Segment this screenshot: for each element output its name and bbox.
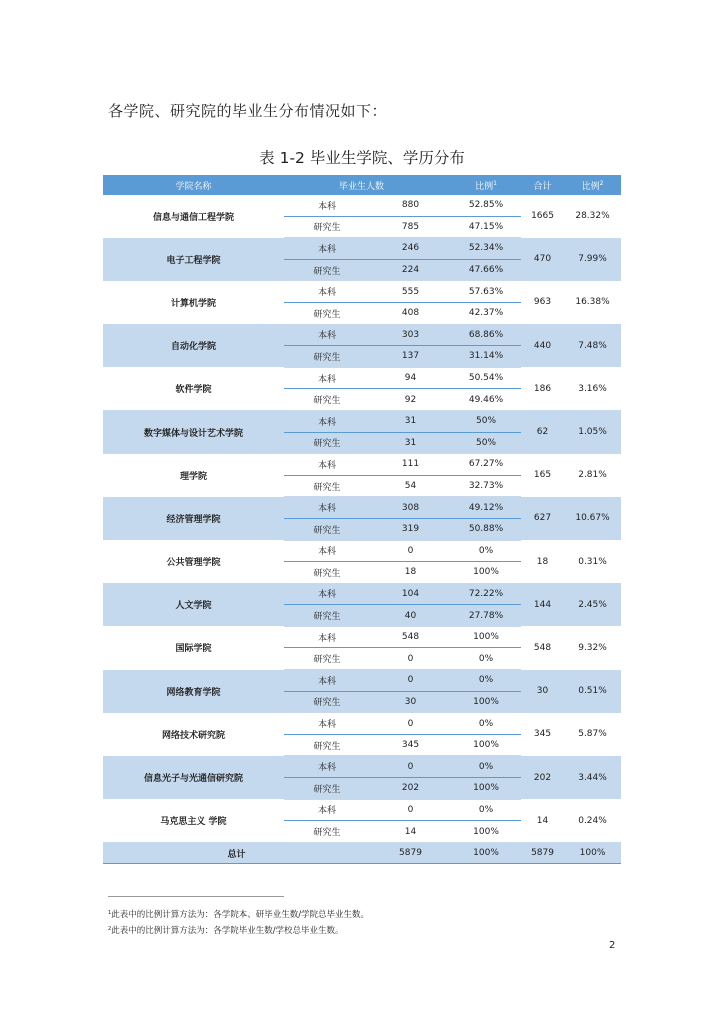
graduate-count: 54 <box>370 475 451 497</box>
footnote-2-mark: 2 <box>108 926 112 932</box>
degree-level: 研究生 <box>284 259 370 281</box>
header-graduate-count: 毕业生人数 <box>284 175 451 195</box>
graduate-count: 92 <box>370 389 451 411</box>
graduate-count: 785 <box>370 216 451 238</box>
graduate-count: 0 <box>370 648 451 670</box>
degree-level: 本科 <box>284 238 370 260</box>
graduate-count: 111 <box>370 454 451 476</box>
total-ratio: 100% <box>564 842 621 864</box>
table-row <box>103 540 621 562</box>
degree-level: 研究生 <box>284 562 370 584</box>
college-name: 信息光子与光通信研究院 <box>103 756 284 799</box>
college-name: 经济管理学院 <box>103 497 284 540</box>
footnote-divider <box>108 896 284 897</box>
graduate-count: 137 <box>370 346 451 368</box>
total-row <box>103 842 621 864</box>
graduate-count: 0 <box>370 540 451 562</box>
degree-level: 研究生 <box>284 734 370 756</box>
level-ratio: 49.12% <box>451 497 521 519</box>
college-ratio: 16.38% <box>575 297 610 308</box>
degree-level: 研究生 <box>284 216 370 238</box>
college-name: 马克思主义 学院 <box>160 817 227 828</box>
table-row <box>103 238 621 260</box>
level-ratio: 49.46% <box>451 389 521 411</box>
college-name: 网络技术研究院 <box>161 730 225 741</box>
college-name: 软件学院 <box>175 385 212 396</box>
graduate-count: 31 <box>370 432 451 454</box>
college-ratio: 0.31% <box>578 556 607 567</box>
header-ratio-1 <box>451 175 521 195</box>
degree-level: 研究生 <box>284 691 370 713</box>
level-ratio: 68.86% <box>451 324 521 346</box>
college-ratio: 0.24% <box>578 815 607 826</box>
degree-level: 研究生 <box>284 346 370 368</box>
header-ratio-2 <box>564 175 621 195</box>
degree-level: 本科 <box>284 540 370 562</box>
level-ratio: 52.85% <box>451 195 521 216</box>
college-total: 62 <box>521 410 564 453</box>
graduate-count: 224 <box>370 259 451 281</box>
college-total: 14 <box>536 815 549 826</box>
level-ratio: 31.14% <box>451 346 521 368</box>
level-ratio: 100% <box>451 626 521 648</box>
college-ratio: 2.45% <box>564 583 621 626</box>
college-ratio: 3.16% <box>578 383 607 394</box>
college-total: 186 <box>533 383 552 394</box>
college-total: 440 <box>521 324 564 367</box>
level-ratio: 100% <box>451 778 521 800</box>
level-ratio: 57.63% <box>451 281 521 303</box>
degree-level: 本科 <box>284 497 370 519</box>
graduate-count: 30 <box>370 691 451 713</box>
graduate-count: 880 <box>370 195 451 216</box>
college-ratio: 10.67% <box>564 497 621 540</box>
level-ratio: 50.88% <box>451 518 521 540</box>
graduate-count: 408 <box>370 302 451 324</box>
table-row <box>103 626 621 648</box>
college-ratio: 2.81% <box>578 470 607 481</box>
degree-level: 本科 <box>284 756 370 778</box>
degree-level: 研究生 <box>284 778 370 800</box>
level-ratio: 100% <box>451 691 521 713</box>
college-name: 人文学院 <box>103 583 284 626</box>
graduate-count: 202 <box>370 778 451 800</box>
table-row <box>103 756 621 778</box>
graduate-count: 555 <box>370 281 451 303</box>
graduate-count: 308 <box>370 497 451 519</box>
graduate-count: 104 <box>370 583 451 605</box>
level-ratio: 27.78% <box>451 605 521 627</box>
college-ratio: 9.32% <box>578 642 607 653</box>
college-name: 计算机学院 <box>170 298 216 309</box>
table-row <box>103 410 621 432</box>
footnote-2 <box>108 924 344 936</box>
degree-level: 研究生 <box>284 605 370 627</box>
degree-level: 本科 <box>284 281 370 303</box>
level-ratio: 47.15% <box>451 216 521 238</box>
header-ratio-1-label: 比例 <box>475 181 494 192</box>
degree-level: 研究生 <box>284 518 370 540</box>
level-ratio: 0% <box>451 540 521 562</box>
degree-level: 本科 <box>284 367 370 389</box>
degree-level: 研究生 <box>284 432 370 454</box>
level-ratio: 0% <box>451 648 521 670</box>
degree-level: 本科 <box>284 454 370 476</box>
table-row <box>103 713 621 735</box>
college-name: 自动化学院 <box>103 324 284 367</box>
college-total: 345 <box>533 729 552 740</box>
level-ratio: 0% <box>451 756 521 778</box>
college-ratio: 7.99% <box>564 238 621 281</box>
college-ratio: 1.05% <box>564 410 621 453</box>
total-label: 总计 <box>103 842 370 864</box>
college-ratio: 5.87% <box>578 729 607 740</box>
level-ratio: 100% <box>451 821 521 843</box>
college-name: 国际学院 <box>175 644 212 655</box>
level-ratio: 32.73% <box>451 475 521 497</box>
graduate-count: 31 <box>370 410 451 432</box>
graduate-count: 0 <box>370 713 451 735</box>
table-row <box>103 324 621 346</box>
degree-level: 本科 <box>284 410 370 432</box>
degree-level: 研究生 <box>284 302 370 324</box>
header-college: 学院名称 <box>103 175 284 195</box>
table-caption: 表 1-2 毕业生学院、学历分布 <box>259 149 465 167</box>
graduate-count: 40 <box>370 605 451 627</box>
graduate-distribution-table <box>103 175 621 864</box>
degree-level: 本科 <box>284 195 370 216</box>
footnote-1 <box>108 908 369 920</box>
graduate-count: 0 <box>370 670 451 692</box>
college-total: 202 <box>521 756 564 799</box>
degree-level: 研究生 <box>284 821 370 843</box>
college-ratio: 7.48% <box>564 324 621 367</box>
page-number: 2 <box>609 940 616 951</box>
table-row <box>103 367 621 389</box>
level-ratio: 72.22% <box>451 583 521 605</box>
degree-level: 本科 <box>284 670 370 692</box>
table-row <box>103 497 621 519</box>
graduate-count: 18 <box>370 562 451 584</box>
college-total: 1665 <box>531 211 554 222</box>
total-pct: 100% <box>451 842 521 864</box>
header-total: 合计 <box>521 175 564 195</box>
header-ratio-2-label: 比例 <box>581 181 600 192</box>
footnote-1-text: 此表中的比例计算方法为：各学院本、研毕业生数/学院总毕业生数。 <box>111 910 370 920</box>
footnote-2-text: 此表中的比例计算方法为：各学院毕业生数/学校总毕业生数。 <box>111 926 344 936</box>
intro-text: 各学院、研究院的毕业生分布情况如下： <box>108 102 388 120</box>
level-ratio: 47.66% <box>451 259 521 281</box>
level-ratio: 100% <box>451 562 521 584</box>
graduate-count: 0 <box>370 799 451 821</box>
footnote-1-mark: 1 <box>108 910 112 916</box>
graduate-count: 246 <box>370 238 451 260</box>
college-name: 理学院 <box>179 471 207 482</box>
footnote-mark-2: 2 <box>599 179 604 187</box>
college-total: 144 <box>521 583 564 626</box>
grand-total: 5879 <box>521 842 564 864</box>
college-total: 30 <box>521 670 564 713</box>
level-ratio: 0% <box>451 713 521 735</box>
table-row <box>103 281 621 303</box>
college-total: 963 <box>533 297 552 308</box>
degree-level: 本科 <box>284 713 370 735</box>
level-ratio: 67.27% <box>451 454 521 476</box>
college-ratio: 3.44% <box>564 756 621 799</box>
college-name: 网络教育学院 <box>103 670 284 713</box>
degree-level: 本科 <box>284 324 370 346</box>
level-ratio: 50% <box>451 410 521 432</box>
graduate-count: 94 <box>370 367 451 389</box>
degree-level: 研究生 <box>284 475 370 497</box>
level-ratio: 50% <box>451 432 521 454</box>
table-row <box>103 583 621 605</box>
college-name: 电子工程学院 <box>103 238 284 281</box>
level-ratio: 42.37% <box>451 302 521 324</box>
college-name: 公共管理学院 <box>166 558 221 569</box>
table-header-row <box>103 175 621 195</box>
graduate-count: 548 <box>370 626 451 648</box>
college-total: 165 <box>533 470 552 481</box>
graduate-count: 303 <box>370 324 451 346</box>
level-ratio: 50.54% <box>451 367 521 389</box>
table-row <box>103 670 621 692</box>
degree-level: 本科 <box>284 583 370 605</box>
degree-level: 本科 <box>284 799 370 821</box>
graduate-count: 0 <box>370 756 451 778</box>
graduate-count: 319 <box>370 518 451 540</box>
table-row <box>103 799 621 821</box>
level-ratio: 100% <box>451 734 521 756</box>
college-name: 数字媒体与设计艺术学院 <box>103 410 284 453</box>
level-ratio: 0% <box>451 670 521 692</box>
college-total: 470 <box>521 238 564 281</box>
college-total: 548 <box>533 642 552 653</box>
college-ratio: 28.32% <box>575 211 610 222</box>
college-total: 627 <box>521 497 564 540</box>
degree-level: 研究生 <box>284 389 370 411</box>
college-total: 18 <box>536 556 549 567</box>
college-ratio: 0.51% <box>564 670 621 713</box>
graduate-count: 345 <box>370 734 451 756</box>
level-ratio: 0% <box>451 799 521 821</box>
table-row <box>103 195 621 216</box>
graduate-count: 14 <box>370 821 451 843</box>
degree-level: 研究生 <box>284 648 370 670</box>
level-ratio: 52.34% <box>451 238 521 260</box>
footnote-mark-1: 1 <box>493 179 497 187</box>
degree-level: 本科 <box>284 626 370 648</box>
table-row <box>103 454 621 476</box>
college-name: 信息与通信工程学院 <box>152 212 234 223</box>
total-count: 5879 <box>370 842 451 864</box>
